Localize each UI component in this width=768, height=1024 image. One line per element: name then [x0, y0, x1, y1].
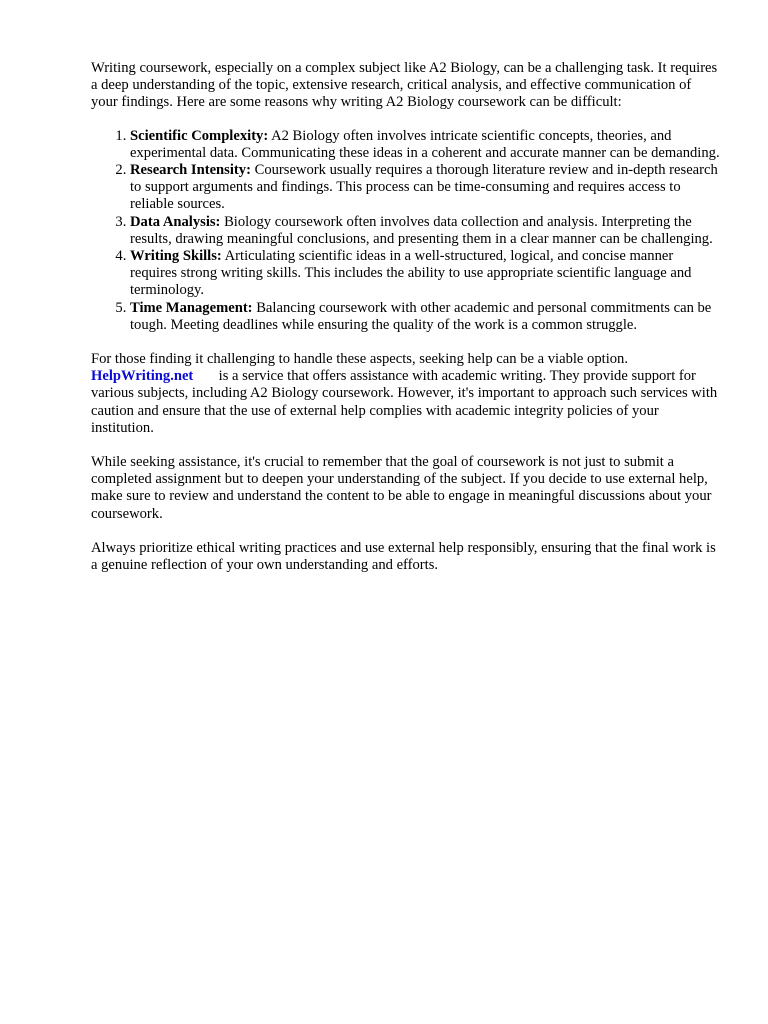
list-item — [130, 128, 721, 162]
helpwriting-link[interactable]: HelpWriting.net — [91, 368, 194, 385]
intro-paragraph: Writing coursework, especially on a complex subject like A2 Biology, can be a challenging task. It requires a deep understanding of the topic, extensive research, critical analysis, and effective communication of your findings. Here are some reasons why writing A2 Biology coursework can be difficult: — [91, 60, 718, 111]
reasons-list — [91, 128, 721, 334]
list-item — [130, 248, 721, 300]
help-rest: is a service that offers assistance with academic writing. They provide support for various subjects, including A2 Biology coursework. However, it's important to approach such services with caution and ensure that the use of external help complies with academic integrity policies of your institution. — [91, 368, 718, 436]
item-text: A2 Biology often involves intricate scientific concepts, theories, and experimental data. Communicating these ideas in a coherent and accurate manner can be demanding. — [130, 127, 720, 161]
help-lead: For those finding it challenging to handle these aspects, seeking help can be a viable option. — [91, 351, 628, 368]
closing-paragraph: Always prioritize ethical writing practices and use external help responsibly, ensuring that the final work is a genuine reflection of your own understanding and efforts. — [91, 539, 716, 574]
item-title: Scientific Complexity: — [130, 127, 269, 144]
list-item — [130, 300, 721, 334]
help-paragraph — [91, 351, 721, 437]
item-text: Biology coursework often involves data collection and analysis. Interpreting the results, drawing meaningful conclusions, and presenting them in a clear manner can be challenging. — [130, 213, 713, 247]
item-title: Time Management: — [130, 299, 253, 316]
item-title: Research Intensity: — [130, 162, 251, 179]
list-item — [130, 162, 721, 214]
item-title: Data Analysis: — [130, 213, 221, 230]
list-item — [130, 214, 721, 248]
item-text: Coursework usually requires a thorough literature review and in-depth research to support arguments and findings. This process can be time-consuming and requires access to reliable sources. — [130, 162, 718, 213]
item-text: Balancing coursework with other academic and personal commitments can be tough. Meeting deadlines while ensuring the quality of the work is a common struggle. — [130, 299, 712, 333]
document-page — [91, 60, 721, 591]
assistance-paragraph: While seeking assistance, it's crucial to remember that the goal of coursework is not just to submit a completed assignment but to deepen your understanding of the subject. If you decide to use external help, make sure to review and understand the content to be able to engage in meaningful discussions about your coursework. — [91, 454, 712, 522]
item-text: Articulating scientific ideas in a well-structured, logical, and concise manner requires strong writing skills. This includes the ability to use appropriate scientific language and terminology. — [130, 248, 692, 299]
item-title: Writing Skills: — [130, 248, 222, 265]
